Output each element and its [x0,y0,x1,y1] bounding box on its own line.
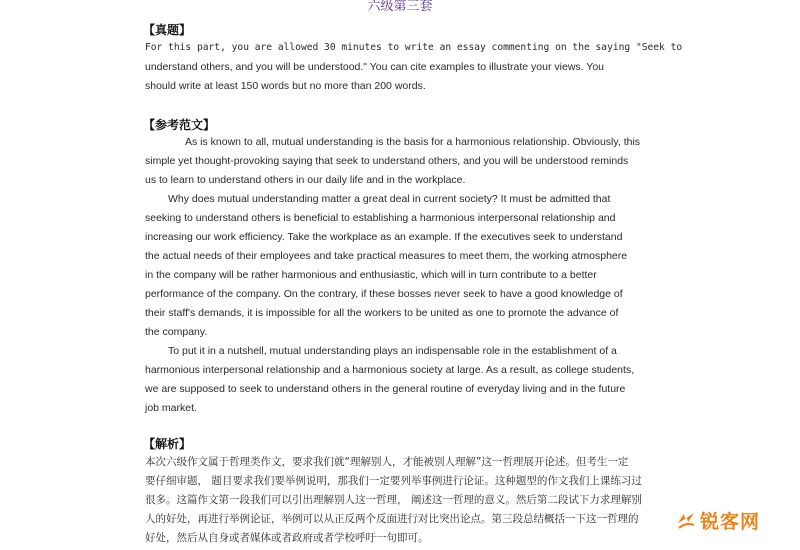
essay-line-2: simple yet thought-provoking saying that seek to understand others, and you will be understood reminds [145,155,629,167]
page-title: 六级第三套 [367,0,433,14]
essay-line-6: increasing our work efficiency. Take the workplace as an example. If the executives seek to understand [145,231,623,243]
essay-line-1: As is known to all, mutual understanding is the basis for a harmonious relationship. Obviously, this [185,136,641,148]
essay-line-14: we are supposed to seek to understand others in the general routine of everyday living and in the future [145,383,626,395]
question-line-2: understand others, and you will be understood." You can cite examples to illustrate your views. You [145,61,605,73]
analysis-line-1: 本次六级作文属于哲理类作文，要求我们就“理解别人，才能被别人理解”这一哲理展开论述。但考生一定 [145,456,629,468]
watermark-logo-icon [675,510,697,532]
analysis-line-4: 人的好处，再进行举例论证，举例可以从正反两个反面进行对比突出论点。第三段总结概括一下这一哲理的 [145,513,639,525]
essay-line-8: in the company will be rather harmonious and enthusiastic, which will in turn contribute to a better [145,269,597,281]
essay-line-10: their staff's demands, it is impossible for all the workers to be united as one to promote the advance of [145,307,619,319]
essay-line-15: job market. [145,402,197,414]
question-line-3: should write at least 150 words but no more than 200 words. [145,80,426,92]
essay-line-11: the company. [145,326,208,338]
watermark-text: 锐客网 [699,511,760,533]
analysis-line-5: 好处，然后从自身或者媒体或者政府或者学校呼吁一句即可。 [145,532,429,544]
essay-heading: 【参考范文】 [143,118,216,132]
essay-line-12: To put it in a nutshell, mutual understanding plays an indispensable role in the establishment of a [168,345,617,357]
site-watermark [675,507,760,534]
question-heading: 【真题】 [143,23,192,37]
essay-line-7: the actual needs of their employees and take practical measures to meet them, the working atmosphere [145,250,628,262]
analysis-line-2: 要仔细审题， 题目要求我们要举例说明，那我们一定要列举事例进行论证。这种题型的作文我们上课练习过 [145,475,642,487]
analysis-line-3: 很多。这篇作文第一段我们可以引出理解别人这一哲理， 阐述这一哲理的意义。然后第二段试下力求理解别 [145,494,642,506]
essay-line-13: harmonious interpersonal relationship and a harmonious society at large. As a result, as college students, [145,364,635,376]
essay-line-5: seeking to understand others is beneficial to establishing a harmonious interpersonal relationship and [145,212,616,224]
essay-line-4: Why does mutual understanding matter a great deal in current society? It must be admitted that [168,193,611,205]
essay-line-3: us to learn to understand others in our daily life and in the workplace. [145,174,466,186]
question-line-1: For this part, you are allowed 30 minutes to write an essay commenting on the saying "Seek to [145,42,683,53]
essay-line-9: performance of the company. On the contrary, if these bosses never seek to have a good knowledge of [145,288,623,300]
analysis-heading: 【解析】 [143,437,192,451]
